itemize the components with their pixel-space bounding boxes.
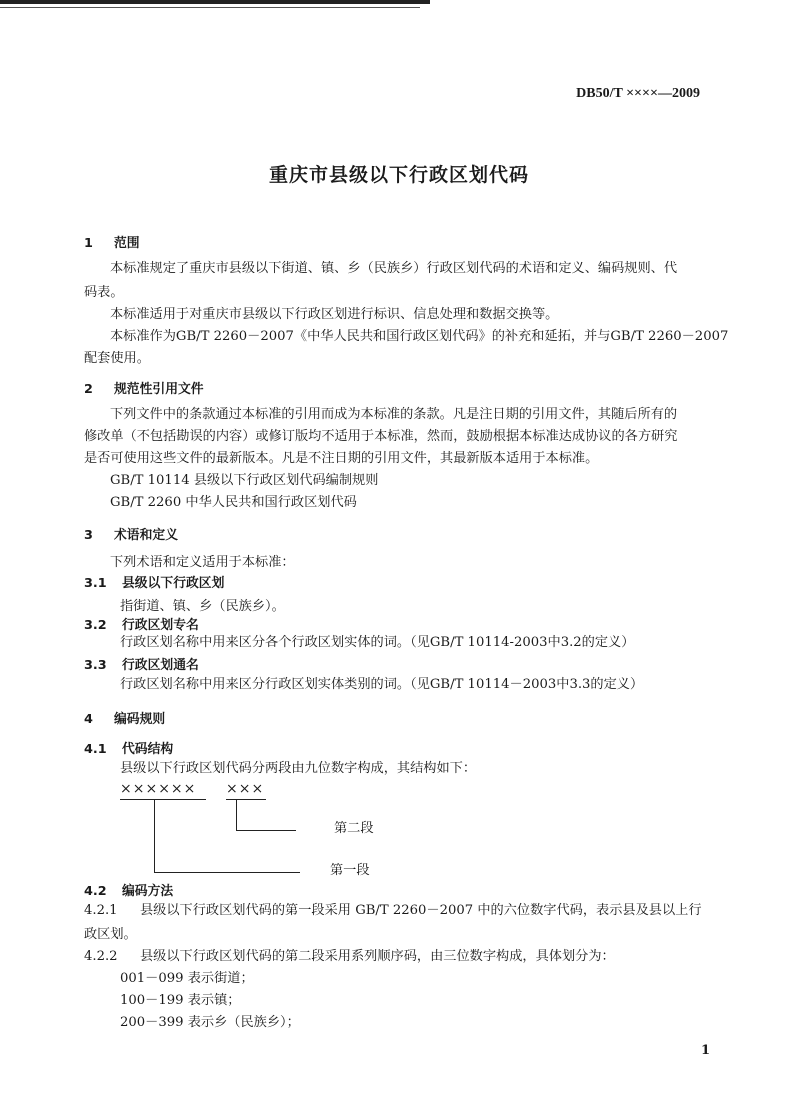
clause-4-2-2-number: 4.2.2 bbox=[84, 949, 118, 964]
section-1-number: 1 bbox=[84, 236, 93, 251]
page-number: 1 bbox=[700, 1043, 710, 1058]
section-2-para-a: 下列文件中的条款通过本标准的引用而成为本标准的条款。凡是注日期的引用文件，其随后所有的 bbox=[110, 407, 678, 422]
term-3-3-definition: 行政区划名称中用来区分行政区划实体类别的词。（见GB/T 10114－2003中3.3的定义） bbox=[120, 677, 644, 692]
top-border-rule bbox=[0, 0, 430, 4]
term-3-1-heading bbox=[84, 578, 224, 591]
section-1-heading bbox=[84, 238, 140, 251]
clause-4-2-1-line-b: 政区划。 bbox=[84, 927, 137, 942]
top-border-rule-thin bbox=[0, 7, 420, 8]
section-2-number: 2 bbox=[84, 382, 93, 397]
section-4-2-title: 编码方法 bbox=[122, 884, 174, 899]
section-3-intro: 下列术语和定义适用于本标准： bbox=[110, 555, 295, 570]
section-3-title: 术语和定义 bbox=[114, 528, 178, 543]
section-1-title: 范围 bbox=[114, 236, 140, 251]
code-first-segment: ×××××× bbox=[120, 781, 197, 797]
section-2-para-b: 修改单（不包括勘误的内容）或修订版均不适用于本标准，然而，鼓励根据本标准达成协议的各方研究 bbox=[84, 429, 678, 444]
first-segment-underline bbox=[120, 799, 206, 800]
term-3-3-heading bbox=[84, 660, 199, 673]
term-3-1-number: 3.1 bbox=[84, 576, 107, 591]
section-3-number: 3 bbox=[84, 528, 93, 543]
section-1-para-3a: 本标准作为GB/T 2260－2007《中华人民共和国行政区划代码》的补充和延拓，并与GB/T 2260－2007 bbox=[110, 329, 729, 344]
section-1-para-2: 本标准适用于对重庆市县级以下行政区划进行标识、信息处理和数据交换等。 bbox=[110, 307, 559, 322]
term-3-2-number: 3.2 bbox=[84, 618, 107, 633]
first-segment-leader-horizontal bbox=[154, 872, 300, 873]
section-4-1-number: 4.1 bbox=[84, 742, 107, 757]
section-1-para-1a: 本标准规定了重庆市县级以下街道、镇、乡（民族乡）行政区划代码的术语和定义、编码规则、代 bbox=[110, 261, 678, 276]
section-3-heading bbox=[84, 530, 178, 543]
term-3-1-title: 县级以下行政区划 bbox=[122, 576, 225, 591]
section-4-number: 4 bbox=[84, 712, 93, 727]
term-3-3-title: 行政区划通名 bbox=[122, 658, 199, 673]
clause-4-2-1-text: 县级以下行政区划代码的第一段采用 GB/T 2260－2007 中的六位数字代码，表示县及县以上行 bbox=[140, 903, 702, 918]
term-3-2-heading bbox=[84, 620, 199, 633]
reference-1: GB/T 10114 县级以下行政区划代码编制规则 bbox=[110, 473, 379, 488]
second-segment-label: 第二段 bbox=[334, 821, 374, 836]
code-second-segment: ××× bbox=[226, 781, 265, 797]
section-2-heading bbox=[84, 384, 204, 397]
standard-number: DB50/T ××××—2009 bbox=[576, 86, 700, 101]
section-1-para-1b: 码表。 bbox=[84, 285, 124, 300]
section-2-para-c: 是否可使用这些文件的最新版本。凡是不注日期的引用文件，其最新版本适用于本标准。 bbox=[84, 451, 599, 466]
section-2-title: 规范性引用文件 bbox=[114, 382, 204, 397]
clause-4-2-1-number: 4.2.1 bbox=[84, 903, 118, 918]
term-3-3-number: 3.3 bbox=[84, 658, 107, 673]
section-1-para-3b: 配套使用。 bbox=[84, 351, 150, 366]
range-town: 100－199 表示镇； bbox=[120, 993, 241, 1008]
clause-4-2-2-text: 县级以下行政区划代码的第二段采用系列顺序码，由三位数字构成，具体划分为： bbox=[140, 949, 615, 964]
section-4-1-heading bbox=[84, 744, 173, 757]
term-3-1-definition: 指街道、镇、乡（民族乡）。 bbox=[120, 599, 285, 614]
clause-4-2-2 bbox=[84, 950, 615, 963]
range-street: 001－099 表示街道； bbox=[120, 971, 254, 986]
first-segment-label: 第一段 bbox=[330, 863, 370, 878]
first-segment-leader-vertical bbox=[154, 800, 155, 872]
section-4-2-heading bbox=[84, 886, 173, 899]
document-title: 重庆市县级以下行政区划代码 bbox=[268, 164, 529, 186]
section-4-1-title: 代码结构 bbox=[122, 742, 174, 757]
second-segment-underline bbox=[226, 799, 266, 800]
section-4-title: 编码规则 bbox=[114, 712, 166, 727]
term-3-2-title: 行政区划专名 bbox=[122, 618, 199, 633]
section-4-2-number: 4.2 bbox=[84, 884, 107, 899]
clause-4-2-1-line-a bbox=[84, 904, 702, 917]
second-segment-leader-vertical bbox=[236, 800, 237, 830]
term-3-2-definition: 行政区划名称中用来区分各个行政区划实体的词。（见GB/T 10114-2003中3.2的定义） bbox=[120, 635, 635, 650]
section-4-heading bbox=[84, 714, 165, 727]
second-segment-leader-horizontal bbox=[236, 830, 296, 831]
range-township: 200－399 表示乡（民族乡）； bbox=[120, 1015, 300, 1030]
code-structure-description: 县级以下行政区划代码分两段由九位数字构成，其结构如下： bbox=[120, 761, 477, 776]
reference-2: GB/T 2260 中华人民共和国行政区划代码 bbox=[110, 495, 357, 510]
